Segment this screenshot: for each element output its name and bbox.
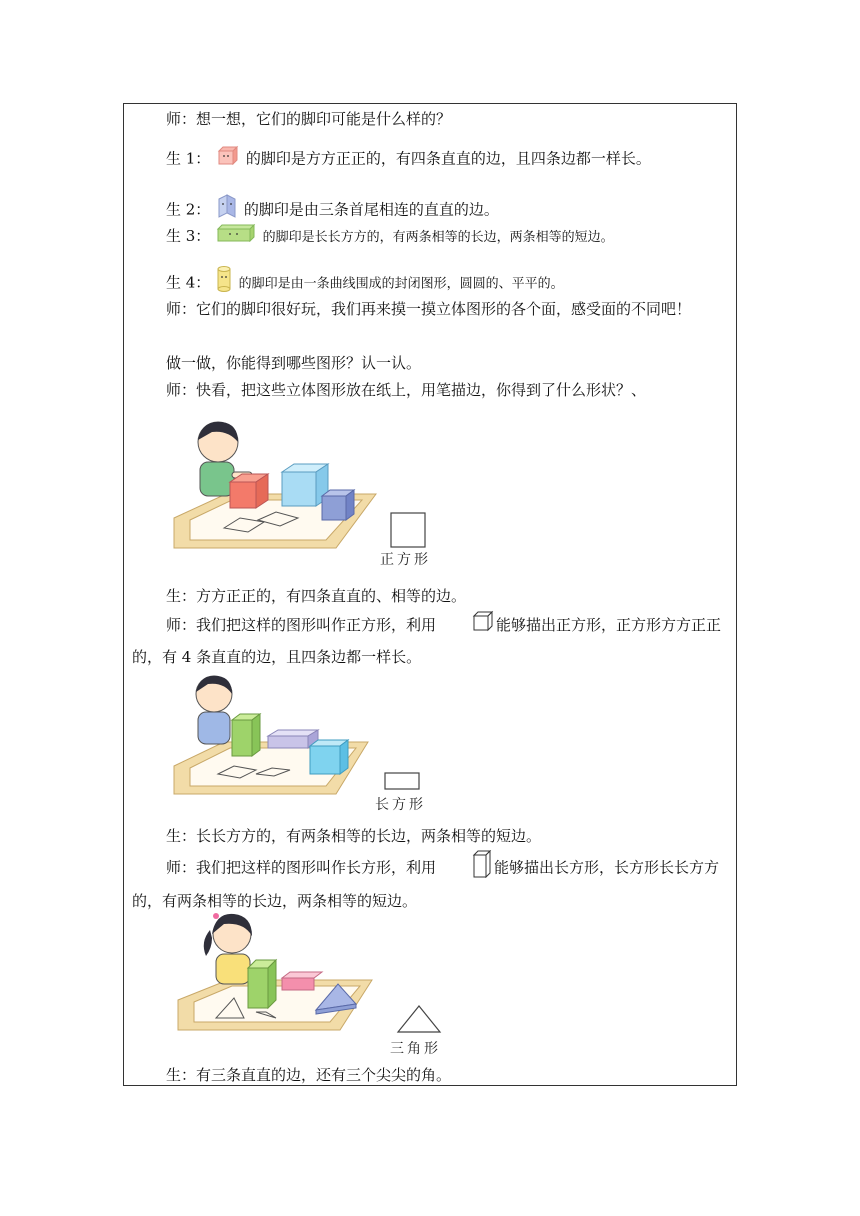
student-line-5: 生：方方正正的，有四条直直的、相等的边。 <box>166 587 467 605</box>
student-3-text: 的脚印是长长方方的，有两条相等的长边，两条相等的短边。 <box>262 230 614 245</box>
cube-icon <box>217 145 239 174</box>
cuboid-outline-icon <box>438 850 492 887</box>
student-line-1 <box>132 145 730 174</box>
square-caption: 正方形 <box>380 552 431 568</box>
rectangle-shape <box>384 772 420 794</box>
cuboid-icon <box>216 224 256 252</box>
teacher-5-post: 能够描出长方形，长方形长长方方的，有两条相等的长边，两条相等的短边。 <box>132 858 720 910</box>
student-2-label: 生 2： <box>166 200 211 219</box>
teacher-line-3: 师：快看，把这些立体图形放在纸上，用笔描边，你得到了什么形状？、 <box>166 381 647 399</box>
student-line-3 <box>132 223 730 252</box>
teacher-line-4 <box>132 610 730 672</box>
cube-outline-icon <box>438 610 494 642</box>
student-3-label: 生 3： <box>166 227 211 245</box>
student-line-7: 生：有三条直直的边，还有三个尖尖的角。 <box>166 1066 452 1084</box>
teacher-line-1: 师：想一想，它们的脚印可能是什么样的？ <box>166 110 452 128</box>
student-2-text: 的脚印是由三条首尾相连的直直的边。 <box>243 200 499 219</box>
lesson-frame <box>123 103 737 1086</box>
student-1-text: 的脚印是方方正正的，有四条直直的边，且四条边都一样长。 <box>245 149 651 168</box>
triangle-shape <box>396 1004 442 1038</box>
student-line-6: 生：长长方方的，有两条相等的长边，两条相等的短边。 <box>166 827 542 845</box>
teacher-5-pre: 师：我们把这样的图形叫作长方形，利用 <box>166 858 437 877</box>
student-4-label: 生 4： <box>166 273 211 292</box>
activity-line: 做一做，你能得到哪些图形？认一认。 <box>166 354 422 372</box>
triangle-caption: 三角形 <box>390 1041 441 1057</box>
teacher-4-pre: 师：我们把这样的图形叫作正方形，利用 <box>166 616 437 634</box>
student-4-text: 的脚印是由一条曲线围成的封闭图形，圆圆的、平平的。 <box>238 276 564 292</box>
teacher-line-2: 师：它们的脚印很好玩，我们再来摸一摸立体图形的各个面，感受面的不同吧！ <box>166 300 692 318</box>
rectangle-caption: 长方形 <box>375 797 426 813</box>
teacher-line-5 <box>132 850 730 915</box>
teacher-4-post: 能够描出正方形，正方形方方正正的，有 4 条直直的边，且四条边都一样长。 <box>132 616 722 666</box>
girl-prism-illustration <box>172 908 432 1042</box>
square-shape <box>390 512 426 552</box>
student-1-label: 生 1： <box>166 149 211 168</box>
